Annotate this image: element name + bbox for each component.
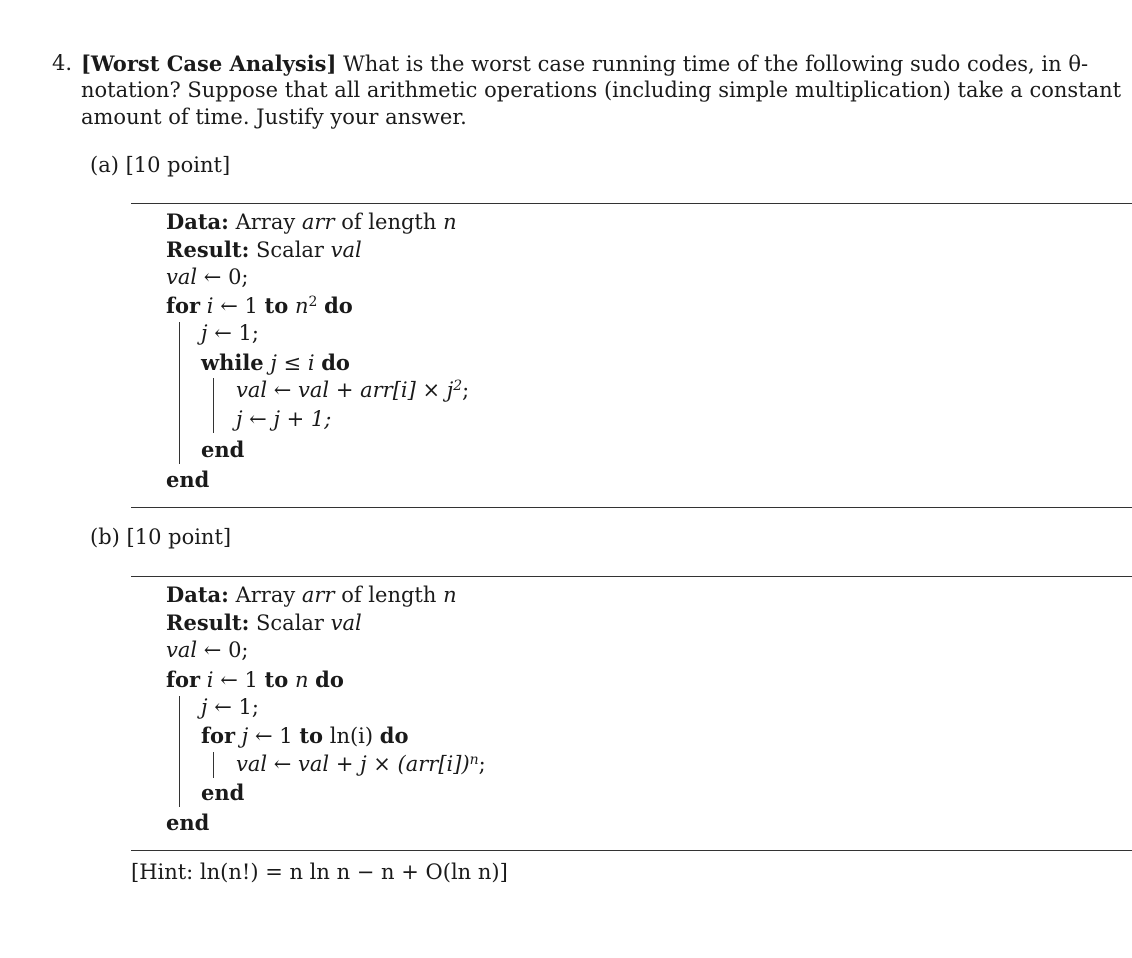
algo-a-to-keyword: to [264, 293, 289, 318]
algo-a-end-while: end [201, 437, 245, 462]
algo-a-while-keyword: while [201, 350, 264, 375]
algo-b-for-line [166, 666, 344, 694]
algo-b-result-keyword: Result: [166, 610, 250, 635]
algo-b-inner-to-keyword: to [299, 723, 324, 748]
algo-a-data-text-2: of length [341, 210, 437, 234]
algo-b-end-for: end [166, 810, 210, 835]
algo-b-to-keyword: to [264, 667, 289, 692]
part-b-heading [90, 524, 231, 551]
algo-b-data-text: Array [235, 583, 296, 607]
algo-b-init-line [166, 637, 249, 664]
algo-a-body-line-1 [236, 377, 469, 404]
algo-a-body-line-2: j ← j + 1; [236, 407, 332, 431]
algo-a-init-rest: ← 0; [203, 265, 249, 289]
algo-a-result-keyword: Result: [166, 237, 250, 262]
algo-b-inner-for-var: j [241, 724, 249, 748]
algo-a-for-n: n [294, 294, 309, 318]
algo-b-inner-for-bar [213, 752, 214, 778]
algo-b-data-keyword: Data: [166, 582, 229, 607]
algo-a-body-1-exponent: 2 [453, 378, 463, 394]
algo-a-for-from: ← 1 [220, 294, 258, 318]
algo-b-end-inner-for: end [201, 780, 245, 805]
algo-a-data-line [166, 208, 457, 236]
algo-b-data-n: n [443, 583, 457, 607]
algo-b-init-var: val [166, 638, 198, 662]
algo-b-body-line-1 [236, 751, 486, 778]
algo-a-end-for: end [166, 467, 210, 492]
part-b-points: [10 point] [126, 525, 232, 549]
algo-a-body-1: val ← val + arr[i] × j [236, 378, 454, 402]
algo-a-body-1-end: ; [462, 378, 470, 402]
algo-b-for-bar [179, 696, 180, 807]
question-number: 4. [52, 51, 73, 75]
algo-b-body-1-exponent: n [469, 752, 479, 768]
question-title: [Worst Case Analysis] [81, 51, 337, 76]
algo-b-result-line [166, 609, 362, 637]
algo-a-for-keyword: for [166, 293, 201, 318]
algo-a-result-var: val [330, 238, 362, 262]
algo-b-result-var: val [330, 611, 362, 635]
algo-a-for-var: i [206, 294, 214, 318]
algo-a-init-line [166, 264, 249, 291]
algo-a-j-var: j [201, 321, 208, 345]
algo-a-while-bar [213, 378, 214, 433]
algo-a-for-bar [179, 322, 180, 464]
algo-b-for-from: ← 1 [220, 668, 258, 692]
question-line-2: notation? Suppose that all arithmetic operations (including simple multiplication) take a constant [81, 78, 1122, 102]
algo-a-while-line [201, 349, 350, 377]
question-line-3: amount of time. Justify your answer. [81, 105, 467, 129]
algo-b-for-n: n [294, 668, 309, 692]
algo-b-data-var: arr [301, 583, 335, 607]
algo-a-for-line [166, 292, 353, 320]
algo-b-j-var: j [201, 695, 208, 719]
question-text-1: What is the worst case running time of the following sudo codes, in θ- [343, 52, 1089, 76]
algo-b-inner-do-keyword: do [379, 723, 409, 748]
algo-a-do-keyword: do [324, 293, 353, 318]
algo-a-result-text: Scalar [256, 238, 324, 262]
algo-b-init-rest: ← 0; [203, 638, 249, 662]
algo-a-data-n: n [443, 210, 457, 234]
question-line-1 [81, 50, 1088, 78]
algo-a-data-keyword: Data: [166, 209, 229, 234]
algo-b-inner-bound: ln(i) [329, 724, 374, 748]
algo-a-for-exponent: 2 [308, 294, 318, 310]
algo-b-body-1: val ← val + j × (arr[i]) [236, 752, 470, 776]
algo-b-data-line [166, 581, 457, 609]
algo-a-init-var: val [166, 265, 198, 289]
algo-b-for-keyword: for [166, 667, 201, 692]
part-a-points: [10 point] [125, 153, 231, 177]
algo-a-while-condition: j ≤ i [270, 351, 315, 375]
algo-b-bottom-rule [131, 850, 1132, 851]
hint-text: [Hint: ln(n!) = n ln n − n + O(ln n)] [131, 860, 508, 884]
part-a-label: (a) [90, 153, 119, 177]
algo-a-j-init-rest: ← 1; [214, 321, 259, 345]
algo-a-top-rule [131, 203, 1132, 204]
algo-a-data-var: arr [301, 210, 335, 234]
part-a-heading [90, 152, 230, 179]
algo-b-for-var: i [206, 668, 214, 692]
algo-b-body-1-end: ; [478, 752, 486, 776]
algo-b-result-text: Scalar [256, 611, 324, 635]
algo-a-data-text: Array [235, 210, 296, 234]
algo-a-result-line [166, 236, 362, 264]
algo-b-top-rule [131, 576, 1132, 577]
part-b-label: (b) [90, 525, 120, 549]
algo-b-j-init-line [201, 694, 259, 721]
algo-b-j-init-rest: ← 1; [214, 695, 259, 719]
algo-b-data-text-2: of length [341, 583, 437, 607]
algo-b-do-keyword: do [315, 667, 344, 692]
algo-b-inner-for-keyword: for [201, 723, 236, 748]
algo-b-inner-for-from: ← 1 [255, 724, 293, 748]
algo-a-j-init-line [201, 320, 259, 347]
algo-a-bottom-rule [131, 507, 1132, 508]
algo-b-inner-for-line [201, 722, 408, 750]
algo-a-while-do: do [321, 350, 350, 375]
